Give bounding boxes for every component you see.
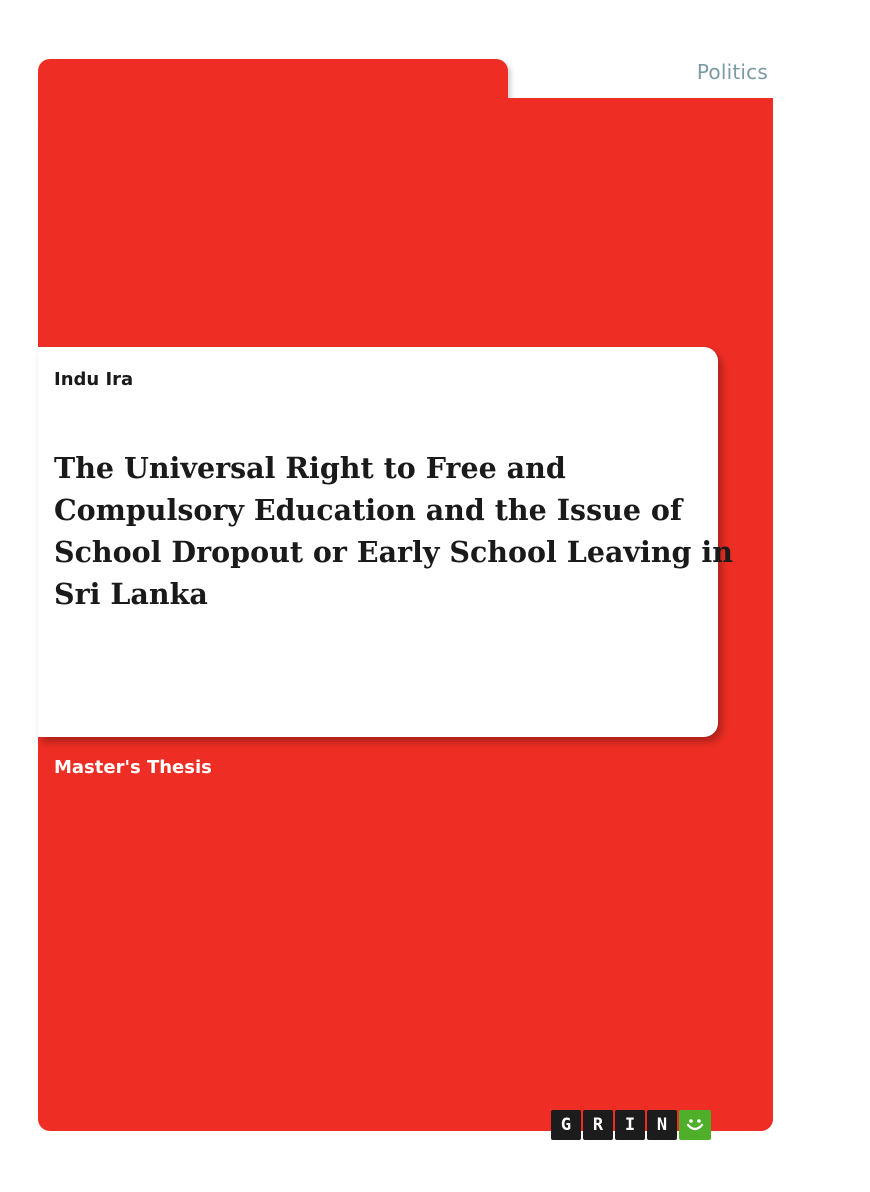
cover-tab-join — [38, 98, 773, 138]
book-title — [54, 447, 733, 615]
category-label: Politics — [696, 60, 768, 84]
smiley-icon — [679, 1110, 711, 1140]
document-type: Master's Thesis — [54, 757, 212, 778]
logo-letter: G — [551, 1110, 581, 1140]
title-line: Sri Lanka — [54, 577, 208, 611]
publisher-logo — [551, 1110, 711, 1140]
title-line: The Universal Right to Free and — [54, 451, 566, 485]
author-name: Indu Ira — [54, 369, 134, 390]
logo-letter: N — [647, 1110, 677, 1140]
logo-letter: R — [583, 1110, 613, 1140]
title-line: School Dropout or Early School Leaving in — [54, 535, 733, 569]
title-panel — [38, 347, 733, 737]
logo-letter: I — [615, 1110, 645, 1140]
title-line: Compulsory Education and the Issue of — [54, 493, 683, 527]
